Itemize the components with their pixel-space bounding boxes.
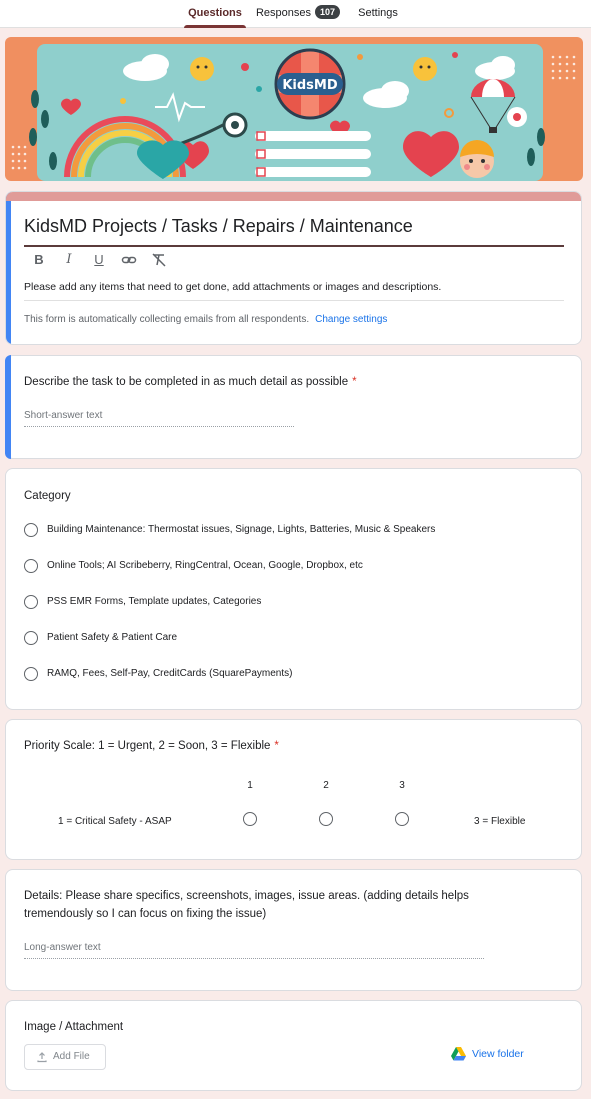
tab-settings-label: Settings — [358, 7, 398, 19]
form-header-card[interactable] — [5, 191, 582, 345]
question-card-task-description[interactable] — [5, 355, 582, 459]
clear-format-icon[interactable] — [151, 252, 167, 268]
required-asterisk: * — [352, 376, 357, 388]
question-title-text: Describe the task to be completed in as much detail as possible — [24, 376, 349, 388]
scale-number-1: 1 — [247, 780, 253, 791]
long-answer-input[interactable]: Long-answer text — [24, 942, 484, 959]
form-description[interactable]: Please add any items that need to get done, add attachments or images and descriptions. — [24, 281, 564, 301]
category-option-radio[interactable] — [24, 523, 38, 537]
scale-radio-1[interactable] — [243, 812, 257, 826]
category-option-label: RAMQ, Fees, Self-Pay, CreditCards (SquarePayments) — [47, 668, 293, 679]
category-option-label: Building Maintenance: Thermostat issues, Signage, Lights, Batteries, Music & Speakers — [47, 524, 436, 535]
checklist-icon — [255, 131, 371, 177]
scale-radio-2[interactable] — [319, 812, 333, 826]
view-folder-label: View folder — [472, 1048, 524, 1060]
scale-high-label: 3 = Flexible — [474, 816, 526, 827]
tab-responses[interactable] — [254, 0, 342, 28]
short-answer-input[interactable]: Short-answer text — [24, 410, 294, 427]
question-title — [24, 740, 279, 752]
category-option-label: PSS EMR Forms, Template updates, Categories — [47, 596, 262, 607]
question-title: Category — [24, 490, 71, 502]
banner-illustration — [5, 37, 583, 181]
tab-active-indicator — [184, 25, 246, 28]
tab-questions[interactable] — [184, 0, 246, 28]
form-title[interactable]: KidsMD Projects / Tasks / Repairs / Maintenance — [24, 216, 564, 247]
link-icon[interactable] — [121, 252, 137, 268]
question-card-attachment[interactable] — [5, 1000, 582, 1091]
question-card-category[interactable] — [5, 468, 582, 710]
required-asterisk: * — [274, 740, 279, 752]
category-option-radio[interactable] — [24, 595, 38, 609]
email-collection-notice — [24, 314, 387, 325]
child-face-icon — [460, 140, 494, 178]
scale-number-2: 2 — [323, 780, 329, 791]
question-card-priority-scale[interactable] — [5, 719, 582, 860]
question-title-text: Priority Scale: 1 = Urgent, 2 = Soon, 3 = Flexible — [24, 740, 271, 752]
scale-number-3: 3 — [399, 780, 405, 791]
kidsmd-logo-text: KidsMD — [282, 78, 338, 93]
view-folder-link[interactable] — [472, 1048, 524, 1060]
flower-icon — [507, 107, 527, 127]
header-theme-bar — [6, 192, 581, 201]
bold-icon[interactable]: B — [34, 252, 44, 267]
tab-questions-label: Questions — [188, 7, 242, 19]
question-title: Image / Attachment — [24, 1021, 124, 1033]
change-settings-link[interactable]: Change settings — [315, 314, 388, 325]
category-option-label: Online Tools; AI Scribeberry, RingCentral, Ocean, Google, Dropbox, etc — [47, 560, 363, 571]
question-title-line-1: Details: Please share specifics, screenshots, images, issue areas. (adding details helps — [24, 890, 469, 902]
category-option-label: Patient Safety & Patient Care — [47, 632, 178, 643]
tab-responses-label: Responses — [255, 7, 311, 19]
upload-icon — [36, 1051, 48, 1063]
question-card-details[interactable] — [5, 869, 582, 991]
category-option-radio[interactable] — [24, 667, 38, 681]
google-drive-icon — [451, 1047, 466, 1061]
header-banner-image — [5, 37, 583, 181]
question-title — [24, 376, 357, 388]
responses-count-badge: 107 — [315, 5, 340, 19]
question-title-line-2: tremendously so I can focus on fixing the issue) — [24, 908, 267, 920]
add-file-button[interactable] — [24, 1044, 106, 1070]
tab-bar — [0, 0, 591, 28]
scale-low-label: 1 = Critical Safety - ASAP — [58, 816, 172, 827]
email-collection-text: This form is automatically collecting emails from all respondents. — [24, 314, 310, 325]
category-option-radio[interactable] — [24, 631, 38, 645]
category-option-radio[interactable] — [24, 559, 38, 573]
scale-radio-3[interactable] — [395, 812, 409, 826]
tab-settings[interactable] — [352, 0, 404, 28]
add-file-label: Add File — [53, 1051, 90, 1062]
underline-icon[interactable]: U — [94, 252, 104, 267]
italic-icon[interactable]: I — [66, 252, 72, 267]
